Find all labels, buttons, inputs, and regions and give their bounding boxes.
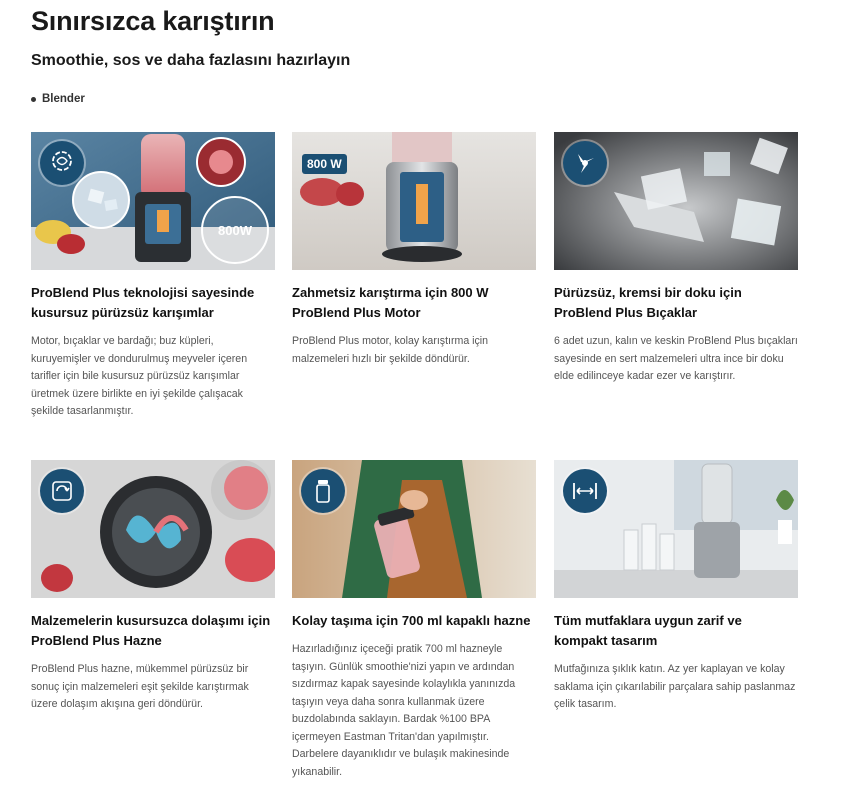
watt-ring-label: 800W xyxy=(201,196,269,264)
bottle-badge xyxy=(301,469,345,513)
feature-description: Mutfağınıza şıklık katın. Az yer kaplayan ve kolay saklama için çıkarılabilir parçalara sahip paslanmaz çelik tasarım. xyxy=(554,663,796,710)
feature-description: ProBlend Plus motor, kolay karıştırma için malzemeleri hızlı bir şekilde döndürür. xyxy=(292,335,489,365)
circulation-icon xyxy=(48,477,76,505)
problend-badge xyxy=(40,141,84,185)
blade-badge xyxy=(563,141,607,185)
breadcrumb xyxy=(31,93,85,105)
blade-icon xyxy=(572,150,598,176)
feature-description: 6 adet uzun, kalın ve keskin ProBlend Plus bıçakları sayesinde en sert malzemeleri ultra ince bir doku elde edilinceye kadar ezer ve karıştırır. xyxy=(554,335,798,382)
bullet-icon xyxy=(31,97,36,102)
feature-card-problend-blades xyxy=(554,132,798,386)
feature-description: Hazırladığınız içeceği pratik 700 ml hazneyle taşıyın. Günlük smoothie'nizi yapın ve ardından sızdırmaz kapak sayesinde kolaylıkla yanınızda taşıyın veya daha sonra kullanmak üzere buzdolabında saklayın. Bardak %100 BPA içermeyen Eastman Tritan'dan yapılmıştır. Darbelere dayanıklıdır ve bulaşık makinesinde yıkanabilir. xyxy=(292,643,516,778)
feature-image-compact-design xyxy=(554,460,798,598)
feature-title: Kolay taşıma için 700 ml kapaklı hazne xyxy=(292,613,531,628)
feature-card-problend-technology xyxy=(31,132,275,421)
feature-title: ProBlend Plus teknolojisi sayesinde kusursuz pürüzsüz karışımlar xyxy=(31,285,255,320)
feature-title: Pürüzsüz, kremsi bir doku için ProBlend Plus Bıçaklar xyxy=(554,285,742,320)
circulation-badge xyxy=(40,469,84,513)
feature-title: Zahmetsiz karıştırma için 800 W ProBlend Plus Motor xyxy=(292,285,489,320)
feature-card-problend-jar xyxy=(31,460,275,714)
page-title: Sınırsızca karıştırın xyxy=(31,6,275,36)
feature-description: Motor, bıçaklar ve bardağı; buz küpleri, kuruyemişler ve dondurulmuş meyveler içeren tarifler için bile kusursuz pürüzsüz karışımlar üretmek üzere birlikte en iyi şekilde çalışacak şekilde tasarlanmıştır. xyxy=(31,335,248,417)
feature-title: Malzemelerin kusursuzca dolaşımı için ProBlend Plus Hazne xyxy=(31,613,271,648)
motor-scene-image xyxy=(292,132,536,270)
feature-image-800w-motor xyxy=(292,132,536,270)
feature-image-problend-technology xyxy=(31,132,275,270)
feature-image-700ml-bottle xyxy=(292,460,536,598)
feature-card-700ml-bottle xyxy=(292,460,536,781)
watt-badge: 800 W xyxy=(302,154,347,174)
compact-badge xyxy=(563,469,607,513)
feature-image-problend-jar xyxy=(31,460,275,598)
feature-title: Tüm mutfaklara uygun zarif ve kompakt tasarım xyxy=(554,613,742,648)
compact-width-icon xyxy=(570,479,600,503)
breadcrumb-item-blender[interactable]: Blender xyxy=(42,93,85,105)
feature-card-800w-motor xyxy=(292,132,536,368)
page-subtitle: Smoothie, sos ve daha fazlasını hazırlayın xyxy=(31,52,351,69)
feature-card-compact-design xyxy=(554,460,798,714)
problend-swirl-icon xyxy=(47,148,77,178)
feature-description: ProBlend Plus hazne, mükemmel pürüzsüz bir sonuç için malzemeleri eşit şekilde karıştırmak üzere dolaşım akışına geri döndürür. xyxy=(31,663,249,710)
bottle-icon xyxy=(311,477,335,505)
feature-image-problend-blades xyxy=(554,132,798,270)
